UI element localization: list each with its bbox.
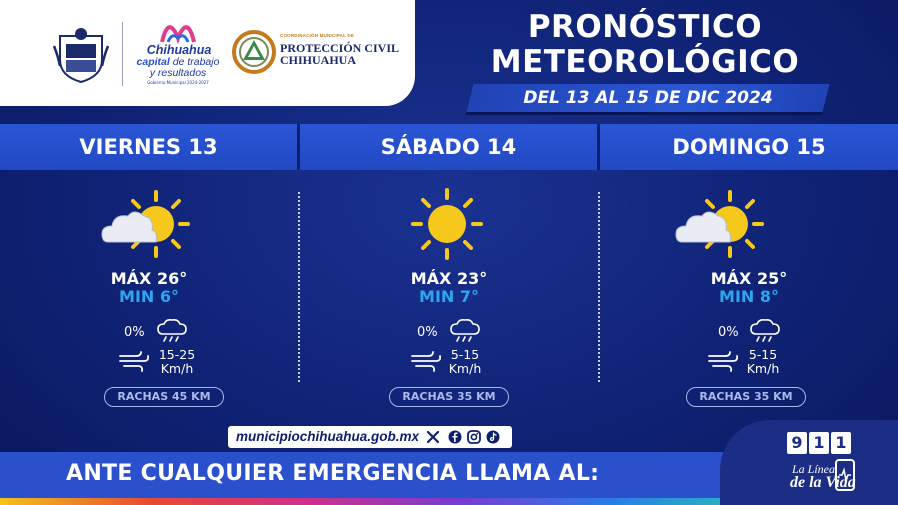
- rachas-badge: RACHAS 35 KM: [389, 387, 509, 407]
- rain-probability: 0%: [124, 325, 145, 340]
- wind-speed: 5-15 Km/h: [448, 347, 482, 376]
- rain-cloud-icon: [157, 318, 187, 344]
- rachas-badge: RACHAS 45 KM: [104, 387, 224, 407]
- rain-probability: 0%: [718, 325, 739, 340]
- forecast-day-3: [600, 170, 898, 415]
- wind-speed: 5-15 Km/h: [746, 347, 780, 376]
- partly-cloudy-icon: [100, 188, 194, 264]
- rachas-badge: RACHAS 35 KM: [686, 387, 806, 407]
- wind-icon: [707, 350, 739, 372]
- instagram-icon[interactable]: [467, 430, 481, 444]
- logo-panel: [0, 0, 415, 106]
- partly-cloudy-icon: [674, 188, 768, 264]
- chihuahua-logo: [130, 22, 226, 88]
- rain-cloud-icon: [450, 318, 480, 344]
- rain-cloud-icon: [750, 318, 780, 344]
- pc-subtitle: COORDINACIÓN MUNICIPAL DE: [280, 33, 355, 38]
- max-temp: MÁX 23°: [410, 269, 488, 288]
- municipal-small: Gobierno Municipal 2024-2027: [147, 80, 209, 85]
- logo-divider: [122, 22, 123, 86]
- proteccion-civil-icon: [232, 30, 276, 74]
- linea-vida-line-1: La Línea: [792, 462, 836, 476]
- website-link[interactable]: municipiochihuahua.gob.mx: [236, 429, 420, 444]
- municipal-tagline: capital de trabajo y resultados: [136, 56, 220, 79]
- linea-vida-line-2: de la Vida: [790, 474, 856, 491]
- tiktok-icon[interactable]: [486, 430, 500, 444]
- min-temp: MIN 7°: [419, 287, 479, 306]
- min-temp: MIN 6°: [119, 287, 179, 306]
- chihuahua-m-icon: [160, 22, 196, 44]
- min-temp: MIN 8°: [719, 287, 779, 306]
- max-temp: MÁX 25°: [710, 269, 788, 288]
- digit: 1: [809, 432, 829, 454]
- day-name-2: SÁBADO 14: [380, 135, 517, 159]
- forecast-day-2: [300, 170, 598, 415]
- date-range: DEL 13 AL 15 DE DIC 2024: [523, 88, 773, 108]
- pc-name-line-2: CHIHUAHUA: [280, 53, 357, 67]
- day-name-3: DOMINGO 15: [672, 135, 826, 159]
- wind-icon: [410, 350, 442, 372]
- max-temp: MÁX 26°: [110, 269, 188, 288]
- day-name-1: VIERNES 13: [79, 135, 218, 159]
- phone-icon: [834, 458, 856, 492]
- x-icon[interactable]: [426, 430, 440, 444]
- facebook-icon[interactable]: [448, 430, 462, 444]
- rain-probability: 0%: [417, 325, 438, 340]
- emergency-message: ANTE CUALQUIER EMERGENCIA LLAMA AL:: [66, 461, 600, 486]
- digit: 1: [831, 432, 851, 454]
- wind-icon: [118, 350, 150, 372]
- sun-icon: [403, 188, 497, 264]
- municipal-name: Chihuahua: [146, 43, 212, 57]
- page-title: [455, 10, 835, 80]
- digit: 9: [787, 432, 807, 454]
- title-line-2: METEOROLÓGICO: [490, 44, 800, 80]
- rainbow-stripe: [0, 498, 760, 505]
- wind-speed: 15-25 Km/h: [158, 347, 196, 376]
- pc-name-line-1: PROTECCIÓN CIVIL: [280, 41, 400, 55]
- title-line-1: PRONÓSTICO: [527, 9, 763, 45]
- forecast-day-1: [0, 170, 298, 415]
- coat-of-arms-icon: [52, 26, 110, 84]
- emergency-911-digits: [787, 432, 851, 454]
